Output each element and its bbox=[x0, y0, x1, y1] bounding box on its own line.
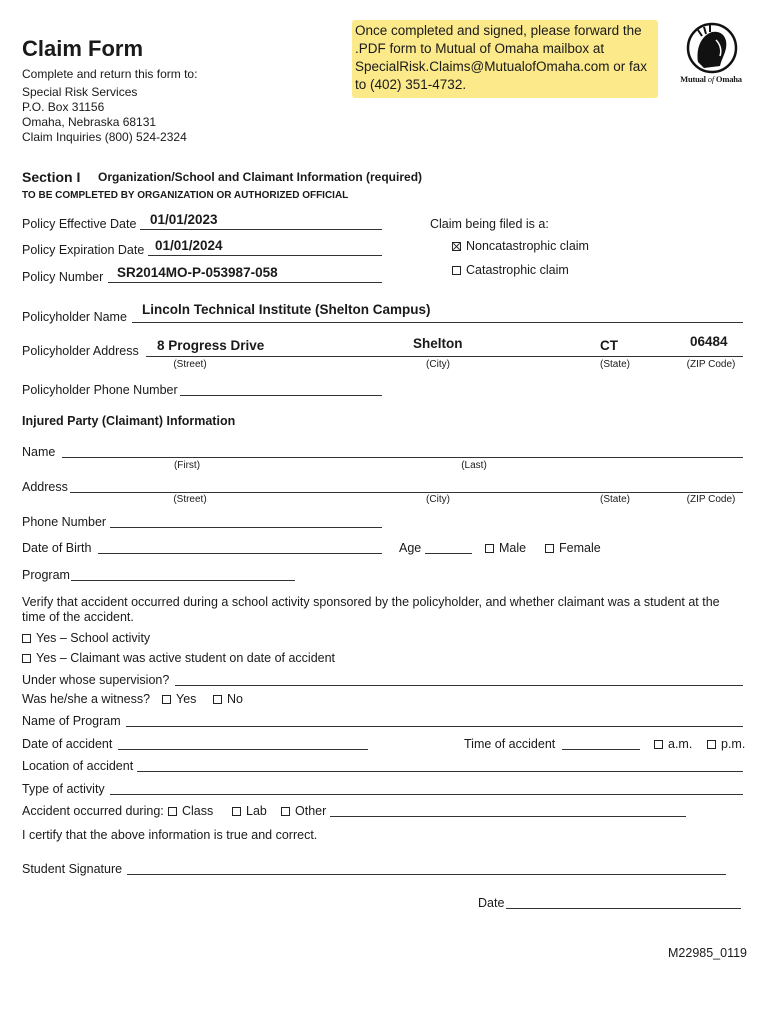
policy-number-value: SR2014MO-P-053987-058 bbox=[117, 265, 278, 280]
policyholder-address-label: Policyholder Address bbox=[22, 344, 139, 358]
section-title: Organization/School and Claimant Information (required) bbox=[98, 170, 423, 184]
policy-effective-field[interactable] bbox=[140, 229, 382, 230]
pm-label: p.m. bbox=[721, 737, 746, 751]
active-student-checkbox[interactable] bbox=[22, 654, 31, 663]
return-label: Complete and return this form to: bbox=[22, 67, 198, 81]
last-name-caption: (Last) bbox=[461, 460, 487, 471]
policy-expiration-value: 01/01/2024 bbox=[155, 238, 223, 253]
catastrophic-option[interactable] bbox=[452, 263, 569, 277]
policyholder-phone-label: Policyholder Phone Number bbox=[22, 383, 178, 397]
company-logo bbox=[676, 22, 746, 88]
accident-date-field[interactable] bbox=[118, 749, 368, 750]
city-caption: (City) bbox=[426, 359, 450, 370]
claimant-zip-caption: (ZIP Code) bbox=[686, 494, 736, 505]
supervision-field[interactable] bbox=[175, 685, 743, 686]
noncatastrophic-option[interactable] bbox=[452, 239, 589, 253]
claimant-city-caption: (City) bbox=[426, 494, 450, 505]
witness-yes-option[interactable] bbox=[162, 692, 196, 706]
claimant-street-caption: (Street) bbox=[173, 494, 207, 505]
address-line: Special Risk Services bbox=[22, 85, 138, 99]
program-name-field[interactable] bbox=[126, 726, 743, 727]
policy-number-field[interactable] bbox=[108, 282, 382, 283]
witness-no-checkbox[interactable] bbox=[213, 695, 222, 704]
location-field[interactable] bbox=[137, 771, 743, 772]
program-name-label: Name of Program bbox=[22, 714, 121, 728]
claimant-state-caption: (State) bbox=[599, 494, 630, 505]
lab-checkbox[interactable] bbox=[232, 807, 241, 816]
address-line: P.O. Box 31156 bbox=[22, 100, 105, 114]
claimant-address-label: Address bbox=[22, 480, 68, 494]
page-title: Claim Form bbox=[22, 36, 144, 61]
pm-checkbox[interactable] bbox=[707, 740, 716, 749]
accident-time-label: Time of accident bbox=[464, 737, 556, 751]
signature-field[interactable] bbox=[127, 874, 726, 875]
accident-date-label: Date of accident bbox=[22, 737, 113, 751]
catastrophic-label: Catastrophic claim bbox=[466, 263, 569, 277]
witness-no-label: No bbox=[227, 692, 243, 706]
claimant-heading: Injured Party (Claimant) Information bbox=[22, 414, 236, 428]
activity-type-field[interactable] bbox=[110, 794, 743, 795]
catastrophic-checkbox[interactable] bbox=[452, 266, 461, 275]
am-label: a.m. bbox=[668, 737, 693, 751]
witness-yes-label: Yes bbox=[176, 692, 197, 706]
female-label: Female bbox=[559, 541, 601, 555]
policy-effective-value: 01/01/2023 bbox=[150, 212, 218, 227]
pm-option[interactable] bbox=[707, 737, 745, 751]
logo-wordmark: Mutual of Omaha bbox=[680, 74, 742, 84]
school-activity-option[interactable] bbox=[22, 631, 150, 645]
noncatastrophic-label: Noncatastrophic claim bbox=[466, 239, 589, 253]
state-caption: (State) bbox=[599, 359, 630, 370]
policy-effective-label: Policy Effective Date bbox=[22, 217, 137, 231]
witness-label: Was he/she a witness? bbox=[22, 692, 151, 706]
policyholder-name-label: Policyholder Name bbox=[22, 310, 127, 324]
school-activity-checkbox[interactable] bbox=[22, 634, 31, 643]
class-label: Class bbox=[182, 804, 214, 818]
witness-yes-checkbox[interactable] bbox=[162, 695, 171, 704]
claim-type-label: Claim being filed is a: bbox=[430, 217, 549, 231]
age-field[interactable] bbox=[425, 553, 472, 554]
street-caption: (Street) bbox=[173, 359, 207, 370]
occurred-during-label: Accident occurred during: bbox=[22, 804, 164, 818]
zip-caption: (ZIP Code) bbox=[686, 359, 736, 370]
indian-head-logo-icon bbox=[682, 22, 742, 74]
signature-label: Student Signature bbox=[22, 862, 123, 876]
program-label: Program bbox=[22, 568, 70, 582]
address-line: Omaha, Nebraska 68131 bbox=[22, 115, 157, 129]
date-label: Date bbox=[478, 896, 505, 910]
female-checkbox[interactable] bbox=[545, 544, 554, 553]
supervision-label: Under whose supervision? bbox=[22, 673, 170, 687]
policyholder-zip-value: 06484 bbox=[690, 334, 728, 349]
claimant-phone-field[interactable] bbox=[110, 527, 382, 528]
claimant-phone-label: Phone Number bbox=[22, 515, 107, 529]
section-instruction: TO BE COMPLETED BY ORGANIZATION OR AUTHORIZED OFFICIAL bbox=[22, 190, 349, 201]
signature-date-field[interactable] bbox=[506, 908, 741, 909]
address-line: Claim Inquiries (800) 524-2324 bbox=[22, 130, 187, 144]
policyholder-city-value: Shelton bbox=[413, 336, 463, 351]
claimant-name-label: Name bbox=[22, 445, 56, 459]
form-code: M22985_0119 bbox=[668, 946, 748, 960]
male-label: Male bbox=[499, 541, 527, 555]
policyholder-name-value: Lincoln Technical Institute (Shelton Campus) bbox=[142, 302, 431, 317]
policyholder-state-value: CT bbox=[600, 338, 618, 353]
other-label: Other bbox=[295, 804, 327, 818]
witness-no-option[interactable] bbox=[213, 692, 243, 706]
other-option[interactable] bbox=[281, 804, 326, 818]
male-option[interactable] bbox=[485, 541, 526, 555]
verify-text: Verify that accident occurred during a school activity sponsored by the policyholder, and whether claimant was a student at the time of the accident. bbox=[22, 595, 720, 624]
first-name-caption: (First) bbox=[173, 460, 201, 471]
certification-statement: I certify that the above information is true and correct. bbox=[22, 828, 318, 842]
activity-type-label: Type of activity bbox=[22, 782, 105, 796]
submission-notice: Once completed and signed, please forward the .PDF form to Mutual of Omaha mailbox at SpecialRisk.Claims@MutualofOmaha.com or fax to (402) 351-4732. bbox=[352, 20, 658, 98]
am-checkbox[interactable] bbox=[654, 740, 663, 749]
male-checkbox[interactable] bbox=[485, 544, 494, 553]
other-field[interactable] bbox=[330, 816, 686, 817]
claimant-name-field[interactable] bbox=[62, 457, 743, 458]
policyholder-phone-field[interactable] bbox=[180, 395, 382, 396]
policy-expiration-label: Policy Expiration Date bbox=[22, 243, 145, 257]
school-activity-label: Yes – School activity bbox=[36, 631, 151, 645]
class-checkbox[interactable] bbox=[168, 807, 177, 816]
am-option[interactable] bbox=[654, 737, 692, 751]
section-label: Section I bbox=[22, 169, 81, 185]
female-option[interactable] bbox=[545, 541, 601, 555]
active-student-label: Yes – Claimant was active student on date of accident bbox=[36, 651, 336, 665]
noncatastrophic-checkbox[interactable] bbox=[452, 242, 461, 251]
policyholder-name-field[interactable] bbox=[132, 322, 743, 323]
other-checkbox[interactable] bbox=[281, 807, 290, 816]
class-option[interactable] bbox=[168, 804, 213, 818]
active-student-option[interactable] bbox=[22, 651, 335, 665]
policy-expiration-field[interactable] bbox=[148, 255, 382, 256]
policy-number-label: Policy Number bbox=[22, 270, 104, 284]
accident-time-field[interactable] bbox=[562, 749, 640, 750]
policyholder-street-value: 8 Progress Drive bbox=[157, 338, 265, 353]
lab-option[interactable] bbox=[232, 804, 267, 818]
dob-label: Date of Birth bbox=[22, 541, 92, 555]
program-field[interactable] bbox=[71, 580, 295, 581]
dob-field[interactable] bbox=[98, 553, 382, 554]
claimant-address-field[interactable] bbox=[70, 492, 743, 493]
policyholder-address-field[interactable] bbox=[146, 356, 743, 357]
lab-label: Lab bbox=[246, 804, 267, 818]
age-label: Age bbox=[399, 541, 422, 555]
location-label: Location of accident bbox=[22, 759, 134, 773]
